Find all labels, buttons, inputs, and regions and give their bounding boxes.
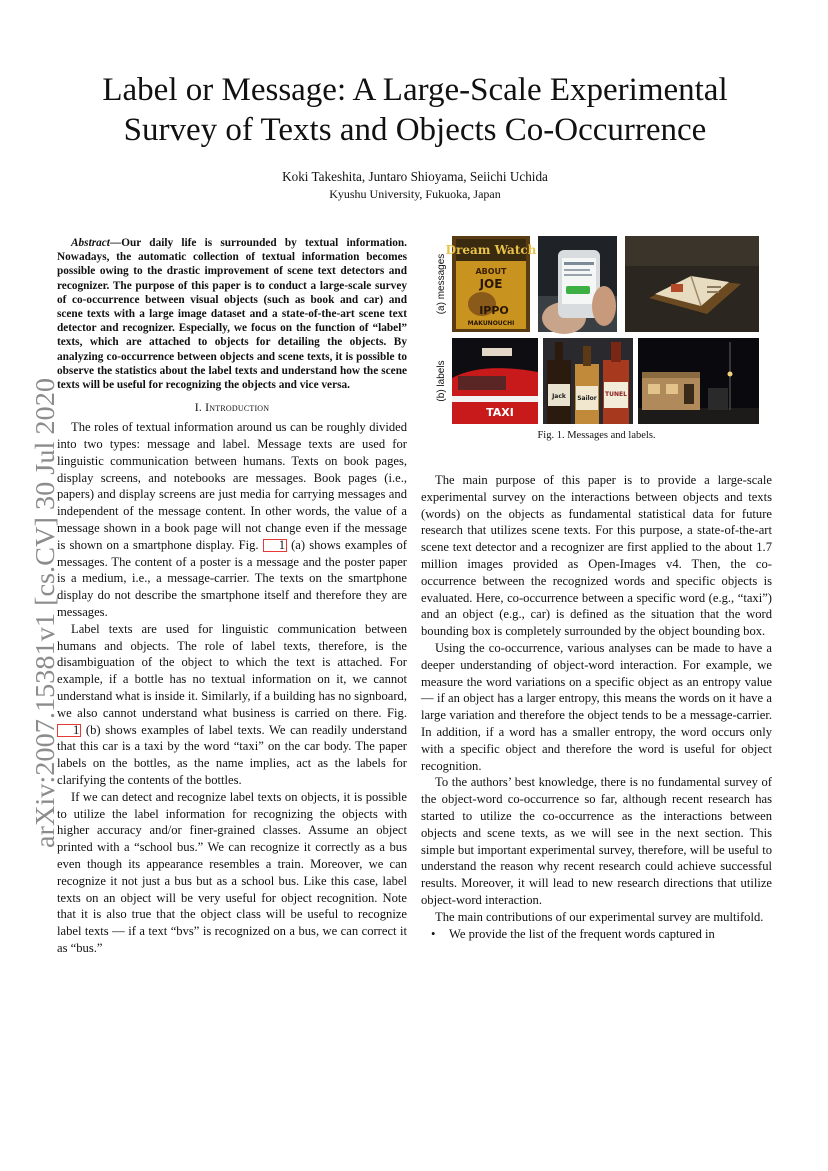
paragraph-1 — [57, 419, 407, 621]
abstract-text: —Our daily life is surrounded by textual information. Nowadays, the automatic collection of textual information becomes possible owing to the drastic improvement of scene text detectors and recognizer. The purpose of this paper is to conduct a large-scale survey of co-occurrence between visual objects (such as book and car) and scene texts with a large image dataset and a state-of-the-art scene text detector and recognizer. Especially, we focus on the function of “label” texts, which are attached to objects for detailing the objects. By analyzing co-occurrence between objects and scene texts, it is possible to observe the statistics about the label texts and understand how the scene texts will be useful for recognizing the objects and vice versa. — [57, 237, 407, 392]
photo-bottles — [543, 338, 633, 424]
row-label-labels-text: (b) labels — [436, 360, 447, 402]
poster-line-1: Dream Watch — [445, 243, 537, 257]
left-column — [57, 236, 407, 957]
title-line-1: Label or Message: A Large-Scale Experimental — [102, 72, 728, 108]
figure-1 — [433, 236, 763, 426]
smartphone-image — [538, 236, 617, 332]
paper-title — [60, 70, 770, 150]
bullet-text: We provide the list of the frequent words captured in — [449, 926, 715, 941]
paragraph-5: Using the co-occurrence, various analyses can be made to have a deeper understanding of object-word interaction. For example, we measure the word variations on a specific object as an entropy value — if an object has a larger entropy, this means the words on it have a large variation and therefore the object tends to be a message-carrier. In addition, if a word has a smaller entropy, the word occurs only with a specific object and therefore the word is useful for object recognition. — [421, 640, 772, 773]
title-line-2: Survey of Texts and Objects Co-Occurrence — [123, 112, 707, 148]
right-column — [421, 472, 772, 942]
section-number: I. — [194, 400, 202, 415]
affiliation: Kyushu University, Fukuoka, Japan — [329, 187, 501, 201]
taxi-image — [452, 338, 538, 424]
photo-smartphone — [538, 236, 617, 332]
section-heading — [57, 400, 407, 415]
arxiv-identifier-svg — [14, 378, 62, 848]
bullet-dot-icon: • — [431, 926, 436, 941]
row-label-labels-svg — [433, 338, 447, 424]
building-image — [638, 338, 759, 424]
poster-line-4: IPPO — [479, 304, 509, 317]
bottle-label-3: TUNEL — [605, 391, 627, 398]
poster-line-3: JOE — [479, 277, 503, 291]
paragraph-4: The main purpose of this paper is to provide a large-scale experimental survey on the interactions between objects and texts (words) on the objects as fundamental statistical data for future research that utilizes scene texts. For this purpose, a state-of-the-art scene text detector and a recognizer are first applied to the about 1.7 million images provided as Open-Images v4. Then, the co-occurrence between the recognized words and specific objects is evaluated. Here, co-occurrence between a specific word (e.g., “taxi”) and an object (e.g., car) is defined as the situation that the word bounding box is completely surrounded by the object bounding box. — [421, 473, 772, 639]
section-title: Introduction — [205, 400, 270, 415]
bottle-label-1: Jack — [552, 393, 566, 400]
row-label-labels — [433, 338, 447, 424]
poster-line-5: MAKUNOUCHI — [467, 320, 515, 327]
photo-building — [638, 338, 759, 424]
bottles-image — [543, 338, 633, 424]
figure-reference-link[interactable]: 1 — [57, 724, 81, 737]
abstract-heading: Abstract — [71, 237, 110, 249]
paragraph-7: The main contributions of our experimental survey are multifold. — [435, 909, 764, 924]
paragraph-2 — [57, 621, 407, 789]
paragraph-2-text-a: Label texts are used for linguistic communication between humans and objects. The role of label texts, therefore, is the disambiguation of the object to which the text is attached. For example, if a bottle has no textual information on it, we cannot understand what is inside it. Similarly, if a building has no signboard, we also cannot understand what business is carried on there. Fig. — [57, 621, 407, 720]
book-image — [625, 236, 759, 332]
paragraph-2-text-b: (b) shows examples of label texts. We can readily understand that this car is a taxi by the word “taxi” on the car body. The paper labels on the bottles, as the name implies, act as the labels for clarifying the contents of the bottles. — [57, 722, 407, 787]
arxiv-identifier-text: arXiv:2007.15381v1 [cs.CV] 30 Jul 2020 — [30, 399, 60, 848]
author-list: Koki Takeshita, Juntaro Shioyama, Seiichi Uchida — [282, 169, 548, 184]
figure-caption: Fig. 1. Messages and labels. — [537, 430, 656, 441]
poster-image — [445, 236, 537, 332]
photo-taxi — [452, 338, 538, 424]
paragraph-3: If we can detect and recognize label texts on objects, it is possible to utilize the label information for recognizing the objects with higher accuracy and/or finer-grained classes. Assume an object printed with a “school bus.” We can recognize it correctly as a bus even though its appearance resembles a train. Moreover, we can recognize it not just a bus but as a school bus. Like this case, label texts on an object will be very useful for object recognition. Note that it is also true that the object class will be useful to recognize label texts — if a text “bvs” is recognized on a bus, we can correct it as “bus.” — [57, 789, 407, 955]
photo-poster — [445, 236, 537, 332]
paragraph-1-text-a: The roles of textual information around us can be roughly divided into two types: message and label. Message texts are used for linguistic communication between humans. Texts on book pages, display screens, and notebooks are messages. Book pages (i.e., papers) and display screens are just media for carrying messages and independent of the message content. In other words, the value of a message shown in a book page will not change even if the message is shown on a smartphone display. Fig. — [57, 420, 407, 552]
paragraph-1-text-b: (a) shows examples of messages. The content of a poster is a message and the poster paper is a medium, i.e., a message-carrier. The texts on the smartphone display do not describe the smartphone itself and therefore they are messages. — [57, 537, 407, 619]
abstract — [57, 236, 407, 392]
paragraph-6: To the authors’ best knowledge, there is no fundamental survey of the object-word co-occurrence so far, although recent research has started to utilize the co-occurrence as the interactions between objects and scene texts, as we will see in the next section. This simple but important experimental survey, therefore, will be useful to understand the reason why recent research could achieve successful results. Moreover, it will lead to new research directions that utilize object-word interaction. — [421, 775, 772, 907]
figure-reference-link[interactable]: 1 — [263, 539, 287, 552]
bottle-label-2: Sailor — [577, 395, 597, 402]
poster-line-2: ABOUT — [475, 267, 507, 276]
arxiv-identifier — [14, 378, 62, 848]
row-label-messages-text: (a) messages — [436, 253, 447, 315]
taxi-text: TAXI — [486, 406, 514, 419]
photo-book — [625, 236, 759, 332]
bullet-item — [421, 926, 772, 943]
